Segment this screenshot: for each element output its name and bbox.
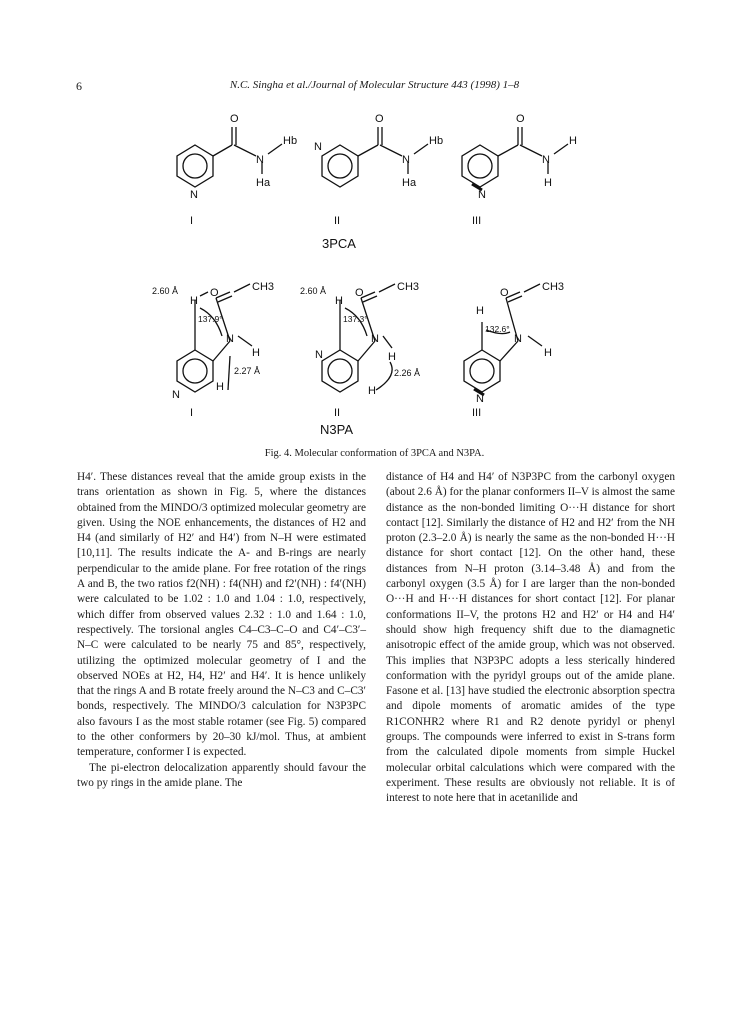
angle-label: 137.3° — [343, 314, 368, 324]
atom-label: N — [256, 154, 264, 166]
atom-label: N — [371, 333, 379, 345]
figure-4 — [150, 100, 610, 440]
atom-label: H — [388, 351, 396, 363]
atom-label: N — [172, 389, 180, 401]
atom-label: H — [544, 177, 552, 189]
atom-label: N — [314, 141, 322, 153]
atom-label: O — [230, 113, 239, 125]
atom-label: N — [190, 189, 198, 201]
angle-label: 132.6° — [485, 324, 510, 334]
atom-label: Hb — [283, 135, 298, 147]
atom-label: H — [335, 295, 343, 307]
distance-label: 2.60 Å — [300, 286, 327, 296]
running-head: N.C. Singha et al./Journal of Molecular Structure 443 (1998) 1–8 — [229, 79, 520, 91]
atom-label: H — [368, 385, 376, 397]
atom-label: Ha — [402, 177, 417, 189]
atom-label: N — [226, 333, 234, 345]
atom-label: N — [478, 189, 486, 201]
atom-label: H — [216, 381, 224, 393]
structure-numeral: III — [472, 407, 482, 419]
atom-label: H — [569, 135, 577, 147]
distance-label: 2.27 Å — [234, 366, 261, 376]
atom-label: N — [476, 393, 484, 405]
structure-numeral: III — [472, 215, 482, 227]
atom-label: O — [355, 287, 364, 299]
structure-numeral: II — [334, 407, 341, 419]
paragraph: distance of H4 and H4′ of N3P3PC from the carbonyl oxygen (about 2.6 Å) for the planar conformers II–V is almost the same distance as the non-bonded limiting O···H distance for short contact [12]. Similarly the distance of H2 and H2′ from the NH proton (2.3–2.0 Å) is nearly the same as the non-bonded H···H distance for short contact [12]. On the other hand, these distances from N–H proton (3.14–3.48 Å) and from the carbonyl oxygen (3.5 Å) for I are larger than the non-bonded O···H and H···H distances for short contact [12]. For planar conformations II–V, the protons H2 and H2′ or H4 and H4′ should show high frequency shift due to the diamagnetic anisotropic effect of the amide group, which was not observed. This implies that N3P3PC adopts a less sterically hindered conformation with the pyridyl groups out of the amide plane. Fasone et al. [13] have studied the electronic absorption spectra and dipole moments of aromatic amides of the type R1CONHR2 where R1 and R2 denote pyridyl or phenyl groups. The compounds were inferred to exist in S-trans form from the calculated dipole moments from simple Huckel molecular orbital calculations which were compared with the experiment. These results are obviously not reliable. It is of interest to note here that in acetanilide and — [386, 471, 675, 805]
distance-label: 2.60 Å — [152, 286, 179, 296]
group-label-n3pa: N3PA — [320, 422, 353, 437]
atom-label: CH3 — [397, 281, 420, 293]
right-column — [386, 470, 675, 807]
atom-label: O — [210, 287, 219, 299]
atom-label: O — [375, 113, 384, 125]
figure-caption: Fig. 4. Molecular conformation of 3PCA and N3PA. — [264, 448, 485, 459]
atom-label: Hb — [429, 135, 444, 147]
atom-label: N — [315, 349, 323, 361]
group-label-3pca: 3PCA — [322, 236, 356, 251]
structure-numeral: I — [190, 215, 194, 227]
structure-numeral: II — [334, 215, 341, 227]
structure-numeral: I — [190, 407, 194, 419]
atom-label: Ha — [256, 177, 271, 189]
paragraph: The pi-electron delocalization apparently should favour the two py rings in the amide plane. The — [77, 761, 366, 789]
atom-label: CH3 — [252, 281, 275, 293]
atom-label: CH3 — [542, 281, 565, 293]
atom-label: N — [542, 154, 550, 166]
atom-label: H — [476, 305, 484, 317]
paragraph: H4′. These distances reveal that the amide group exists in the trans orientation as shown in Fig. 5, where the distances obtained from the MINDO/3 optimized molecular geometry are given. Using the NOE enhancements, the distances of H2 and H4 (and similarly of H2′ and H4′) from N–H were estimated [10,11]. The results indicate the A- and B-rings are nearly perpendicular to the amide plane. For free rotation of the rings A and B, the two ratios f2(NH) : f4(NH) and f2′(NH) : f4′(NH) were calculated to be 1.02 : 1.0 and 1.04 : 1.0, respectively, which differ from observed values 2.32 : 1.0 and 1.64 : 1.0, respectively. The torsional angles C4–C3–C–O and C4′–C3′–N–C were calculated to be nearly 75 and 85°, respectively, utilizing the optimized molecular geometry of I and the observed NOEs at H2, H4, H2′ and H4′. It is hence unlikely that the rings A and B rotate freely around the N–C3 and C–C3′ bonds, respectively. The MINDO/3 calculation for N3P3PC also favours I as the most stable rotamer (see Fig. 5) compared to the other conformers by 20–30 kJ/mol. Thus, at ambient temperature, conformer I is expected. — [77, 471, 366, 759]
n3pa-structure-3 — [464, 284, 542, 395]
molecular-conformation-diagram — [150, 100, 610, 440]
atom-label: H — [190, 295, 198, 307]
distance-label: 2.26 Å — [394, 368, 421, 378]
angle-label: 137.9° — [198, 314, 223, 324]
atom-label: N — [514, 333, 522, 345]
n3pa-structure-2 — [322, 284, 395, 392]
atom-label: H — [252, 347, 260, 359]
3pca-structure-3 — [462, 127, 568, 190]
atom-label: O — [516, 113, 525, 125]
atom-label: H — [544, 347, 552, 359]
atom-label: N — [402, 154, 410, 166]
atom-label: O — [500, 287, 509, 299]
page-number: 6 — [76, 79, 82, 93]
left-column — [77, 470, 366, 791]
